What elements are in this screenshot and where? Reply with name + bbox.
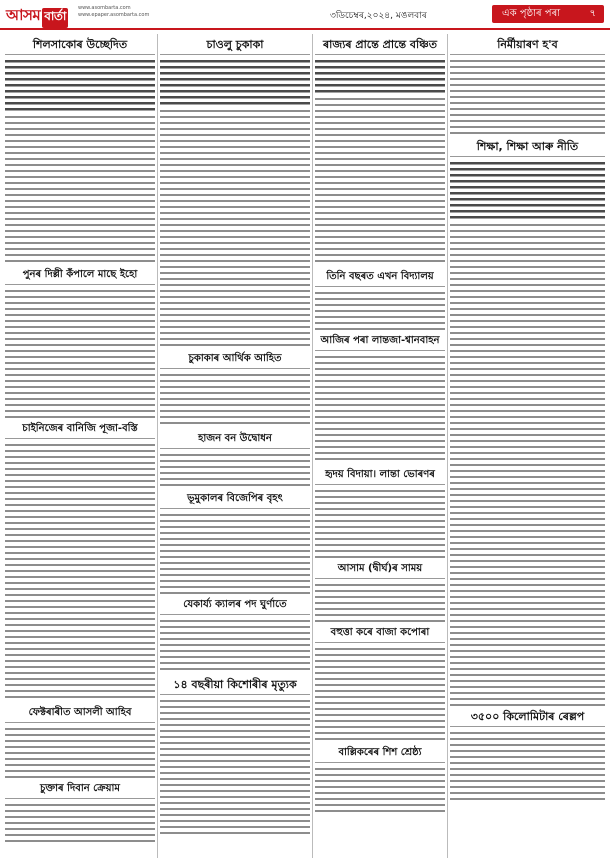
headline: ৩৫০০ কিলোমিটাৰ ৰেল্লপ <box>450 710 605 727</box>
headline: ১৪ বছৰীয়া কিশোৰীৰ মৃত্যুক <box>160 678 310 695</box>
page-number: ৭ <box>589 8 596 19</box>
headline: তিনি বছৰত এখন বিদ্যালয় <box>315 270 445 287</box>
article-body-text <box>160 512 310 594</box>
article-body-text <box>315 354 445 464</box>
article-body-text <box>315 582 445 622</box>
website-urls <box>78 5 149 19</box>
column-2 <box>160 34 310 858</box>
headline: নিৰ্মীয়াৰণ হ'ব <box>450 38 605 55</box>
article-body-text <box>160 452 310 488</box>
article-body-text <box>450 58 605 136</box>
article-lead-text <box>5 58 155 112</box>
headline: শিলসাকোৰ উচ্ছেদিত <box>5 38 155 55</box>
article-body-text <box>315 96 445 266</box>
article-body-text <box>5 114 155 264</box>
article-lead-text <box>160 58 310 106</box>
article-body-text <box>5 288 155 418</box>
article-body-text <box>450 222 605 706</box>
article-body-text <box>450 730 605 800</box>
headline: পুনৰ দিল্লী কঁপালে মাছে ইহো <box>5 268 155 285</box>
headline: বাল্লিকৰেৰ শিশ শ্ৰেষ্ঠ্য <box>315 746 445 763</box>
article-body-text <box>315 646 445 742</box>
article-body-text <box>5 802 155 842</box>
article-body-text <box>315 766 445 816</box>
column-rule <box>312 34 313 858</box>
headline: ফেক্টৰাৰীত আসলী আহিব <box>5 706 155 723</box>
page-label: এক পৃষ্ঠাৰ পৰা <box>502 8 561 19</box>
website-url: www.asombarta.com <box>78 5 131 11</box>
article-body-text <box>315 290 445 330</box>
column-1 <box>5 34 155 858</box>
column-3 <box>315 34 445 858</box>
headline: যেকাৰ্য্য ক্যালৰ পদ ঘুৰ্ণাতে <box>160 598 310 615</box>
article-body-text <box>160 372 310 428</box>
newspaper-logo: আসম বার্তা <box>6 4 68 29</box>
headline: শিক্ষা, শিক্ষা আৰু নীতি <box>450 140 605 157</box>
headline: চাওলু চুকাকা <box>160 38 310 55</box>
column-4 <box>450 34 605 858</box>
article-body-text <box>160 108 310 348</box>
epaper-url: www.epaper.asombarta.com <box>78 12 150 18</box>
article-body-text <box>5 726 155 778</box>
article-body-text <box>160 618 310 674</box>
headline: আজিৰ পৰা লান্তজা-শ্বানবাহন <box>315 334 445 351</box>
article-body-text <box>5 442 155 702</box>
headline: চাইনিজেৰ বানিজি পূজা-বস্তি <box>5 422 155 439</box>
headline: হাজন বন উদ্বোধন <box>160 432 310 449</box>
masthead <box>0 0 610 30</box>
article-lead-text <box>450 160 605 220</box>
headline: চুকাকাৰ আৰ্থিক আহিত <box>160 352 310 369</box>
column-rule <box>157 34 158 858</box>
headline: বহুত্তা কৰে বাজা কপোৰা <box>315 626 445 643</box>
article-lead-text <box>315 58 445 94</box>
headline: ভূমুকালৰ বিজেপিৰ বৃহৎ <box>160 492 310 509</box>
headline: আসাম (দ্বীৰ্ঘ)ৰ সাময় <box>315 562 445 579</box>
issue-date: ৩ডিচেম্বৰ,২০২৪, মঙলবাৰ <box>330 11 427 21</box>
article-body-text <box>160 698 310 838</box>
headline: চুক্তাৰ দিবান ক্ৰেয়াম <box>5 782 155 799</box>
page-continuation-tag <box>492 5 604 23</box>
headline: হৃদয় বিদায়া। লান্তা ভোৰণৰ <box>315 468 445 485</box>
headline: ৰাজ্যৰ প্ৰান্তে প্ৰান্তে বঞ্চিত <box>315 38 445 55</box>
column-rule <box>447 34 448 858</box>
article-body-text <box>315 488 445 558</box>
